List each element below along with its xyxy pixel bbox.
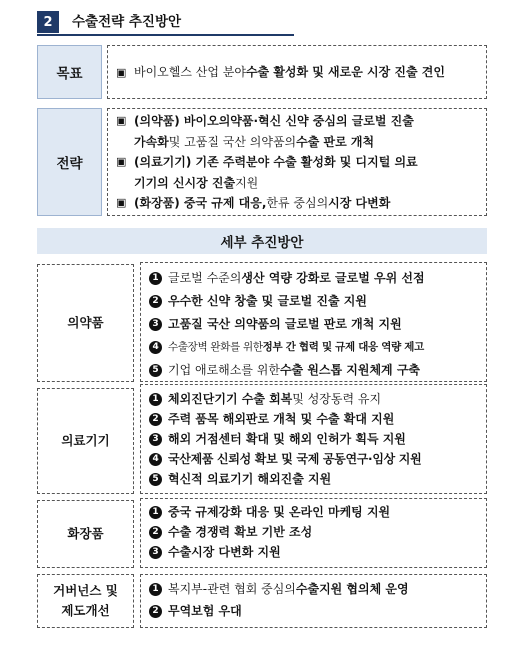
strategy-item (116, 193, 480, 214)
strategy-item-text: 한류 중심의 (266, 196, 329, 210)
strategy-item (116, 152, 480, 173)
number-circle-icon: 2 (149, 526, 162, 539)
list-item (149, 578, 480, 600)
item-text: 수출 경쟁력 확보 기반 조성 (168, 525, 313, 539)
label-line: 거버넌스 및 (53, 583, 118, 598)
item-text: 수출 원스톱 지원체계 구축 (279, 363, 421, 377)
strategy-item-text: (화장품) 중국 규제 대응, (134, 196, 267, 210)
detail-label-cosmetics: 화장품 (37, 500, 134, 568)
strategy-item-text: 가속화 (134, 134, 169, 149)
list-item (149, 449, 480, 469)
list-item (149, 429, 480, 449)
item-text: 우수한 신약 창출 및 글로벌 진출 지원 (168, 294, 367, 308)
item-text: 혁신적 의료기기 해외진출 지원 (168, 472, 332, 486)
detail-content-pharma (140, 262, 487, 382)
detail-label-pharma: 의약품 (37, 264, 134, 382)
goal-text-plain: 바이오헬스 산업 분야 (134, 64, 246, 79)
item-text: 기업 애로해소를 위한 (168, 363, 280, 377)
number-circle-icon: 2 (149, 413, 162, 426)
goal-label: 목표 (37, 45, 102, 99)
square-bullet-icon: ▣ (116, 65, 127, 79)
list-item (149, 522, 480, 542)
item-text: 수출지원 협의체 운영 (295, 582, 409, 596)
strategy-item-text: 및 고품질 국산 의약품의 (168, 134, 297, 149)
number-circle-icon: 2 (149, 295, 162, 308)
detail-label-governance (37, 574, 134, 628)
section-title: 수출전략 추진방안 (72, 14, 182, 30)
item-text: 고품질 국산 의약품의 글로벌 판로 개척 지원 (168, 317, 402, 331)
detail-content-device (140, 384, 487, 494)
number-circle-icon: 1 (149, 583, 162, 596)
strategy-item-cont (116, 173, 480, 194)
number-circle-icon: 4 (149, 453, 162, 466)
number-circle-icon: 2 (149, 605, 162, 618)
number-circle-icon: 1 (149, 506, 162, 519)
detail-content-governance (140, 574, 487, 628)
goal-content (107, 45, 487, 99)
number-circle-icon: 5 (149, 364, 162, 377)
detail-label-device: 의료기기 (37, 388, 134, 494)
section-number: 2 (37, 11, 59, 33)
list-item (149, 409, 480, 429)
item-text: 글로벌 수준의 (168, 271, 242, 285)
item-text: 수출장벽 완화를 위한 (168, 341, 263, 353)
square-bullet-icon: ▣ (116, 155, 127, 168)
strategy-item (116, 111, 480, 132)
number-circle-icon: 5 (149, 473, 162, 486)
item-text: 국산제품 신뢰성 확보 및 국제 공동연구·임상 지원 (168, 452, 422, 466)
list-item (149, 389, 480, 409)
section-underline (37, 34, 294, 36)
strategy-item-text: 기기의 신시장 진출 (134, 175, 236, 190)
square-bullet-icon: ▣ (116, 196, 127, 209)
list-item (149, 313, 480, 336)
strategy-item-text: 수출 판로 개척 (296, 134, 375, 149)
detail-content-cosmetics (140, 498, 487, 568)
list-item (149, 290, 480, 313)
item-text: 주력 품목 해외판로 개척 및 수출 확대 지원 (168, 412, 395, 426)
item-text: 복지부-관련 협회 중심의 (168, 582, 296, 596)
item-text: 정부 간 협력 및 규제 대응 역량 제고 (262, 341, 424, 353)
strategy-item-text: (의약품) 바이오의약품·혁신 신약 중심의 글로벌 진출 (134, 114, 414, 128)
item-text: 체외진단기기 수출 회복 (168, 392, 293, 406)
square-bullet-icon: ▣ (116, 114, 127, 127)
item-text: 중국 규제강화 대응 및 온라인 마케팅 지원 (168, 505, 391, 519)
item-text: 수출시장 다변화 지원 (168, 545, 281, 559)
list-item (149, 600, 480, 622)
number-circle-icon: 4 (149, 341, 162, 354)
number-circle-icon: 3 (149, 433, 162, 446)
item-text: 무역보험 우대 (168, 604, 242, 618)
list-item (149, 336, 480, 359)
item-text: 및 성장동력 유지 (292, 392, 382, 406)
strategy-content (107, 108, 487, 216)
strategy-item-text: 시장 다변화 (328, 196, 391, 210)
list-item (149, 469, 480, 489)
label-line: 제도개선 (61, 603, 110, 618)
list-item (149, 542, 480, 562)
strategy-label: 전략 (37, 108, 102, 216)
goal-text-bold: 수출 활성화 및 새로운 시장 진출 견인 (245, 64, 445, 79)
number-circle-icon: 1 (149, 272, 162, 285)
strategy-item-cont (116, 132, 480, 153)
detail-plan-banner: 세부 추진방안 (37, 228, 487, 254)
item-text: 생산 역량 강화로 글로벌 우위 선점 (241, 271, 425, 285)
list-item (149, 359, 480, 382)
number-circle-icon: 3 (149, 546, 162, 559)
strategy-item-text: 지원 (235, 175, 259, 190)
item-text: 해외 거점센터 확대 및 해외 인허가 획득 지원 (168, 432, 406, 446)
list-item (149, 502, 480, 522)
list-item (149, 267, 480, 290)
strategy-item-text: (의료기기) 기존 주력분야 수출 활성화 및 디지털 의료 (134, 155, 418, 169)
number-circle-icon: 1 (149, 393, 162, 406)
number-circle-icon: 3 (149, 318, 162, 331)
